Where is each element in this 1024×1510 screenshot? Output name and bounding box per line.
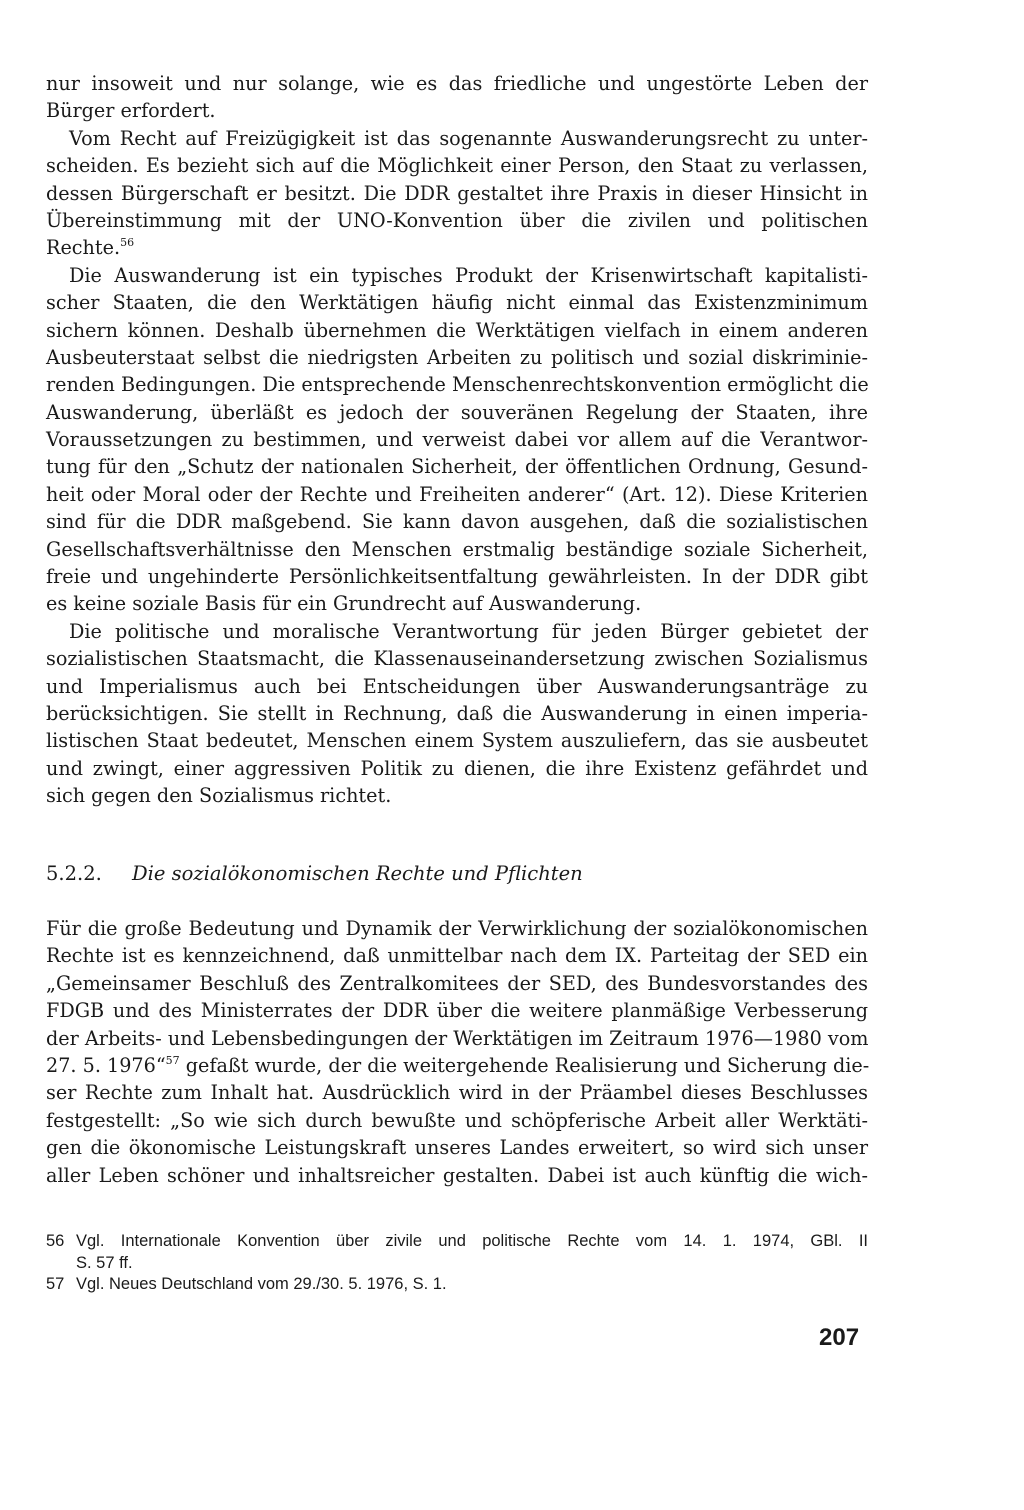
footnote-ref-56: 56: [120, 235, 135, 249]
text-line: renden Bedingungen. Die entsprechende Menschenrechtskonvention ermöglicht die: [46, 373, 869, 397]
footnote-line: S. 57 ff.: [76, 1253, 133, 1272]
footnote-text: [76, 1274, 868, 1296]
text-fragment: 27. 5. 1976“: [46, 1053, 166, 1077]
text-line: Für die große Bedeutung und Dynamik der Verwirklichung der sozialökonomischen: [46, 917, 868, 940]
text-line: listischen Staat bedeutet, Menschen einem System auszuliefern, das sie ausbeutet: [46, 729, 868, 753]
body-text: [46, 70, 868, 810]
section-number: 5.2.2.: [46, 862, 102, 885]
text-line: tung für den „Schutz der nationalen Sicherheit, der öffentlichen Ordnung, Gesund-: [46, 455, 868, 479]
footnote-number: 56: [46, 1232, 65, 1250]
footnote-line: Vgl. Neues Deutschland vom 29./30. 5. 1976, S. 1.: [76, 1275, 447, 1293]
text-line: FDGB und des Ministerrates der DDR über die weitere planmäßige Verbesserung: [46, 999, 868, 1023]
text-line: und zwingt, einer aggressiven Politik zu dienen, die ihre Existenz gefährdet und: [46, 756, 868, 780]
text-line: scheiden. Es bezieht sich auf die Möglichkeit einer Person, den Staat zu verlassen,: [46, 154, 868, 178]
section-body-text: [46, 915, 868, 1189]
section-title: Die sozialökonomischen Rechte und Pflichten: [132, 862, 583, 885]
footnote-number: 57: [46, 1275, 65, 1293]
footnote-text: [76, 1231, 868, 1274]
text-line: nur insoweit und nur solange, wie es das friedliche und ungestörte Leben der: [46, 72, 868, 95]
text-line: sich gegen den Sozialismus richtet.: [46, 784, 392, 808]
text-line: scher Staaten, die den Werktätigen häufig nicht einmal das Existenzminimum: [46, 291, 868, 315]
footnote-57: [46, 1274, 868, 1296]
text-line: dessen Bürgerschaft er besitzt. Die DDR gestaltet ihre Praxis in dieser Hinsicht in: [46, 181, 868, 205]
text-line: [46, 234, 868, 261]
text-line: „Gemeinsamer Beschluß des Zentralkomitees der SED, des Bundesvorstandes des: [46, 971, 868, 995]
footnote-ref-57: 57: [165, 1053, 180, 1067]
text-line: Bürger erfordert.: [46, 99, 216, 123]
text-line: der Arbeits- und Lebensbedingungen der Werktätigen im Zeitraum 1976—1980 vom: [46, 1026, 869, 1050]
footnotes: [46, 1231, 868, 1296]
text-line: festgestellt: „So wie sich durch bewußte und schöpferische Arbeit aller Werktäti-: [46, 1108, 868, 1132]
text-line: aller Leben schöner und inhaltsreicher gestalten. Dabei ist auch künftig die wich-: [46, 1163, 868, 1187]
text-line: berücksichtigen. Sie stellt in Rechnung, daß die Auswanderung in einen imperia-: [46, 701, 868, 725]
text-line: ser Rechte zum Inhalt hat. Ausdrücklich wird in der Präambel dieses Beschlusses: [46, 1081, 868, 1105]
page-number: 207: [819, 1324, 860, 1351]
text-line: freie und ungehinderte Persönlichkeitsentfaltung gewährleisten. In der DDR gibt: [46, 565, 868, 589]
text-line: und Imperialismus auch bei Entscheidungen über Auswanderungsanträge zu: [46, 674, 868, 698]
text-line: Die politische und moralische Verantwortung für jeden Bürger gebietet der: [69, 619, 868, 643]
footnote-56: [46, 1231, 868, 1274]
text-line: Rechte ist es kennzeichnend, daß unmittelbar nach dem IX. Parteitag der SED ein: [46, 944, 868, 968]
text-line: Vom Recht auf Freizügigkeit ist das sogenannte Auswanderungsrecht zu unter-: [69, 126, 868, 150]
text-line: [46, 1052, 868, 1079]
text-line: heit oder Moral oder der Rechte und Freiheiten anderer“ (Art. 12). Diese Kriterien: [46, 482, 868, 506]
text-line: Gesellschaftsverhältnisse den Menschen erstmalig beständige soziale Sicherheit,: [46, 537, 868, 561]
text-line: Übereinstimmung mit der UNO-Konvention über die zivilen und politischen: [46, 208, 868, 232]
text-line: Ausbeuterstaat selbst die niedrigsten Arbeiten zu politisch und sozial diskriminie-: [46, 345, 868, 369]
footnote-line: Vgl. Internationale Konvention über zivile und politische Rechte vom 14. 1. 1974, GBl. II: [76, 1232, 868, 1250]
text-fragment: Rechte.: [46, 236, 121, 260]
text-line: Die Auswanderung ist ein typisches Produkt der Krisenwirtschaft kapitalisti-: [69, 263, 868, 287]
text-line: sichern können. Deshalb übernehmen die Werktätigen vielfach in einem anderen: [46, 318, 868, 342]
text-line: Auswanderung, überläßt es jedoch der souveränen Regelung der Staaten, ihre: [46, 400, 868, 424]
text-line: sind für die DDR maßgebend. Sie kann davon ausgehen, daß die sozialistischen: [46, 510, 868, 534]
text-line: es keine soziale Basis für ein Grundrecht auf Auswanderung.: [46, 592, 642, 616]
text-line: sozialistischen Staatsmacht, die Klassenauseinandersetzung zwischen Sozialismus: [46, 647, 868, 671]
text-line: Voraussetzungen zu bestimmen, und verweist dabei vor allem auf die Verantwor-: [46, 428, 868, 452]
section-heading: [46, 860, 583, 888]
text-line: gen die ökonomische Leistungskraft unseres Landes erweitert, so wird sich unser: [46, 1136, 868, 1160]
text-fragment: gefaßt wurde, der die weitergehende Realisierung und Sicherung die-: [179, 1053, 870, 1077]
